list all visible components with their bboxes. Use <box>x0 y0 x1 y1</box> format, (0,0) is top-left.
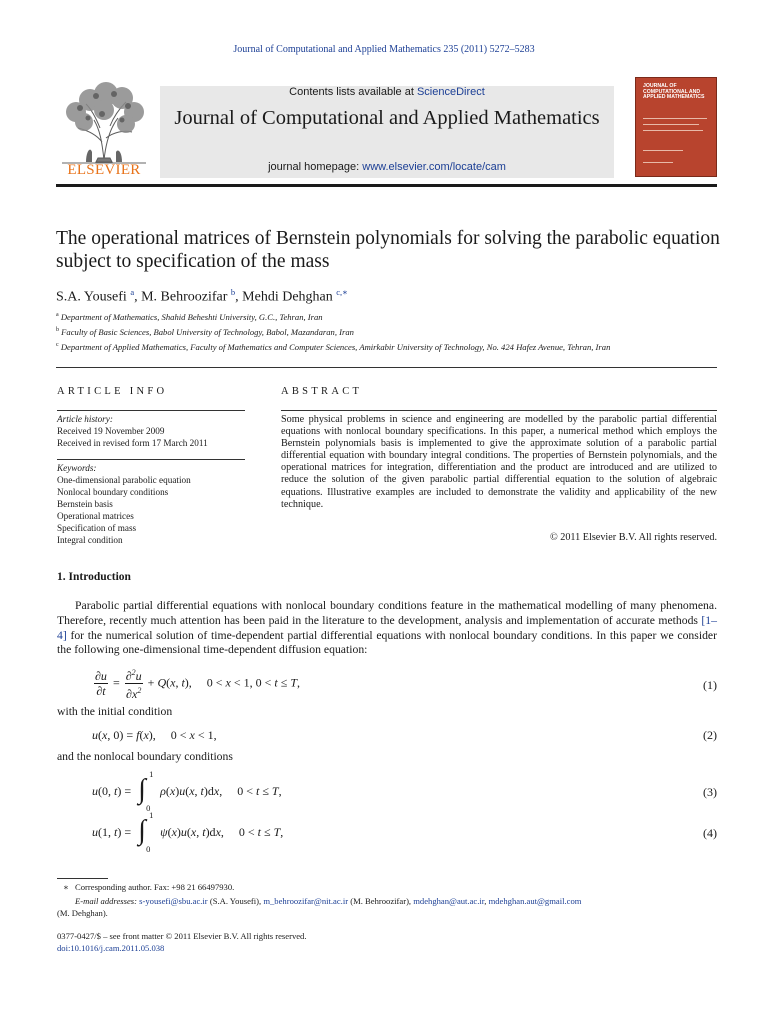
keywords-rule <box>57 459 245 460</box>
author-name: S.A. Yousefi <box>56 289 127 305</box>
affiliation-mark: a <box>56 312 59 319</box>
abstract-heading: ABSTRACT <box>281 386 363 397</box>
equation-2: u(x, 0) = f(x), 0 < x < 1, <box>92 728 217 742</box>
journal-reference-link[interactable]: Journal of Computational and Applied Mathematics 235 (2011) 5272–5283 <box>233 44 535 55</box>
doi-link[interactable]: doi:10.1016/j.cam.2011.05.038 <box>57 943 165 953</box>
cover-title: JOURNAL OF COMPUTATIONAL AND APPLIED MATHEMATICS <box>643 83 705 101</box>
author-separator: , <box>235 289 243 305</box>
author-list <box>56 287 348 306</box>
equation-1: $\frac{\partial u}{\partial t}$ = $\frac{\partial^2u}{\partial x^2}$ + Q(x, t), 0 < x < 1, 0 < t ≤ T, <box>95 668 301 701</box>
revised-date: Received in revised form 17 March 2011 <box>57 438 208 448</box>
equation-3: u(0, t) = ∫ 1 0 ρ(x)u(x, t)dx, 0 < t ≤ T, <box>92 769 282 813</box>
nonlocal-text: and the nonlocal boundary conditions <box>57 750 233 763</box>
cover-line <box>643 130 703 131</box>
email-owner: (M. Behroozifar), <box>348 896 414 906</box>
journal-homepage-link[interactable]: www.elsevier.com/locate/cam <box>362 161 506 173</box>
affiliation-text: Faculty of Basic Sciences, Babol University of Technology, Babol, Mazandaran, Iran <box>61 327 354 337</box>
intro-text: for the numerical solution of time-dependent partial differential equations with nonlocal boundary conditions. In this paper we consider the following one-dimensional time-dependent diffusion equation: <box>57 628 717 657</box>
abstract-rule <box>281 410 717 411</box>
journal-cover-thumbnail <box>635 77 717 177</box>
paper-title: The operational matrices of Bernstein polynomials for solving the parabolic equation subject to specification of the mass <box>56 228 720 272</box>
affiliation <box>56 342 610 352</box>
homepage-prefix: journal homepage: <box>268 161 363 173</box>
keyword: Nonlocal boundary conditions <box>57 487 169 497</box>
equation-number: (1) <box>703 678 717 692</box>
homepage-line <box>160 161 614 173</box>
email-label: E-mail addresses: <box>75 896 137 906</box>
affiliation-text: Department of Applied Mathematics, Faculty of Mathematics and Computer Sciences, Amirkabir University of Technology, No. 424 Hafez Avenue, Tehran, Iran <box>60 342 611 352</box>
email-link[interactable]: m_behroozifar@nit.ac.ir <box>263 896 349 906</box>
affiliation-text: Department of Mathematics, Shahid Beheshti University, G.C., Tehran, Iran <box>60 312 323 322</box>
equation-number: (3) <box>703 785 717 799</box>
journal-title: Journal of Computational and Applied Mathematics <box>174 107 600 129</box>
keyword: Integral condition <box>57 535 123 545</box>
contents-line <box>160 86 614 98</box>
article-info-heading: ARTICLE INFO <box>57 386 168 397</box>
email-link[interactable]: mdehghan@aut.ac.ir <box>413 896 485 906</box>
cover-line <box>643 162 673 163</box>
cover-line <box>643 150 683 151</box>
publisher-name: ELSEVIER <box>67 162 141 178</box>
contents-prefix: Contents lists available at <box>289 86 417 98</box>
email-separator: , <box>484 896 489 906</box>
footnote-rule <box>57 878 108 879</box>
author-affiliation-link[interactable]: a <box>130 287 135 297</box>
email-owner: (S.A. Yousefi), <box>207 896 264 906</box>
affiliation-rule <box>56 367 717 368</box>
equation-number: (4) <box>703 826 717 840</box>
elsevier-logo <box>56 82 152 180</box>
with-initial-text: with the initial condition <box>57 705 173 718</box>
issn-line: 0377-0427/$ – see front matter © 2011 Elsevier B.V. All rights reserved. <box>57 931 307 941</box>
author-separator: , <box>134 289 142 305</box>
author-affiliation-link[interactable]: c,∗ <box>336 287 348 297</box>
header-rule <box>56 184 717 187</box>
section-heading: 1. Introduction <box>57 571 131 583</box>
article-info-rule <box>57 410 245 411</box>
keyword: Specification of mass <box>57 523 137 533</box>
keyword: Bernstein basis <box>57 499 113 509</box>
keyword: Operational matrices <box>57 511 134 521</box>
email-owner: (M. Dehghan). <box>57 908 108 918</box>
citation-link[interactable]: [1–4] <box>57 613 717 642</box>
abstract-text: Some physical problems in science and engineering are modelled by the parabolic partial differential equations with nonlocal boundary specifications. In this paper, a numerical method which employs the Bernstein polynomials basis is implemented to give the approximate solution of a parabolic partial differential equation with boundary integral conditions. The properties of Bernstein polynomials, and the operational matrices for integration, differentiation and the product are introduced and are utilized to reduce the solution of the given parabolic partial differential equation to the solution of algebraic equations. Illustrative examples are included to demonstrate the validity and applicability of the new technique. <box>281 414 717 510</box>
equation-4: u(1, t) = ∫ 1 0 ψ(x)u(x, t)dx, 0 < t ≤ T, <box>92 810 284 854</box>
author-name: M. Behroozifar <box>141 289 228 305</box>
email-note <box>57 896 581 906</box>
equation-number: (2) <box>703 728 717 742</box>
intro-paragraph <box>57 599 717 658</box>
keyword: One-dimensional parabolic equation <box>57 475 191 485</box>
affiliation <box>56 327 354 337</box>
intro-text: Parabolic partial differential equations with nonlocal boundary conditions feature in the mathematical modelling of many phenomena. Therefore, recently much attention has been paid in the literature to the development, analysis and implementation of accurate methods <box>57 599 717 627</box>
email-link[interactable]: mdehghan.aut@gmail.com <box>488 896 582 906</box>
affiliation-mark: c <box>56 342 59 349</box>
affiliation <box>56 312 323 322</box>
footnote-mark: ∗ <box>63 882 69 892</box>
email-link[interactable]: s-yousefi@sbu.ac.ir <box>139 896 208 906</box>
article-history-label: Article history: <box>57 414 113 424</box>
footnote-text: Corresponding author. Fax: +98 21 66497930. <box>75 882 235 892</box>
keywords-label: Keywords: <box>57 463 97 473</box>
copyright-notice: © 2011 Elsevier B.V. All rights reserved. <box>549 532 717 543</box>
cover-line <box>643 118 707 119</box>
corresponding-author-note <box>57 882 234 893</box>
cover-line <box>643 124 699 125</box>
author-name: Mehdi Dehghan <box>242 289 333 305</box>
author-affiliation-link[interactable]: b <box>230 287 236 297</box>
affiliation-mark: b <box>56 327 59 334</box>
received-date: Received 19 November 2009 <box>57 426 165 436</box>
sciencedirect-link[interactable]: ScienceDirect <box>416 86 485 98</box>
